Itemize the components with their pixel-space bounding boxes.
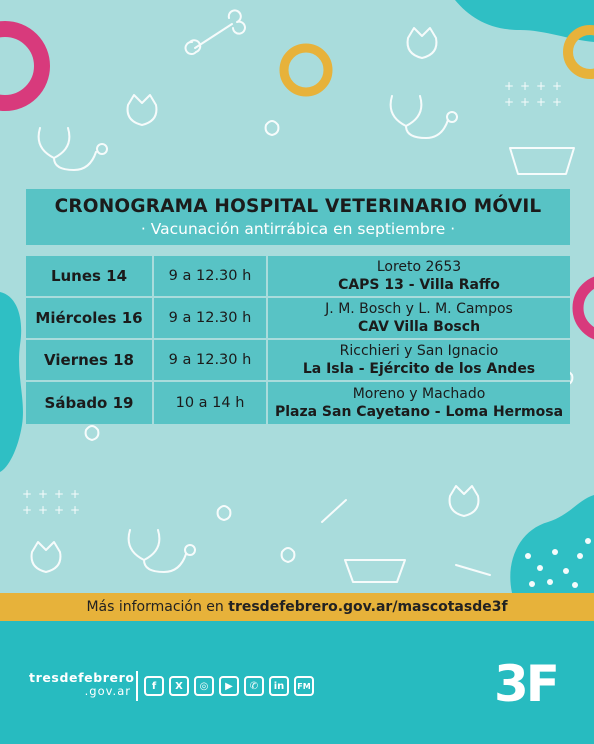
social-links <box>144 676 314 696</box>
gold-ring <box>284 48 328 92</box>
svg-text:+: + <box>38 503 49 517</box>
magenta-ring-right <box>578 280 594 336</box>
place-cell <box>268 340 570 382</box>
location-text: CAPS 13 - Villa Raffo <box>338 277 500 293</box>
cat-face-icon-2 <box>408 28 437 58</box>
svg-text:+: + <box>70 487 81 501</box>
paw-icon-4 <box>282 548 295 562</box>
cat-face-icon <box>128 95 157 125</box>
brand-wordmark[interactable] <box>29 670 135 698</box>
linkedin-icon[interactable]: in <box>269 676 289 696</box>
day-cell: Miércoles 16 <box>26 298 154 340</box>
svg-text:+: + <box>552 79 563 93</box>
svg-text:+: + <box>552 95 563 109</box>
location-text: La Isla - Ejército de los Andes <box>302 361 536 377</box>
time-cell: 10 a 14 h <box>154 382 268 424</box>
info-prefix: Más información en <box>86 599 229 615</box>
svg-text:+: + <box>54 503 65 517</box>
bowl-icon <box>510 148 574 174</box>
svg-text:+: + <box>504 79 515 93</box>
instagram-icon[interactable]: ◎ <box>194 676 214 696</box>
schedule-table <box>26 256 570 424</box>
table-row <box>26 340 570 382</box>
svg-text:+: + <box>520 95 531 109</box>
svg-text:+: + <box>536 79 547 93</box>
place-cell <box>268 382 570 424</box>
bone-icon-2 <box>322 500 346 522</box>
page-title: CRONOGRAMA HOSPITAL VETERINARIO MÓVIL <box>54 196 542 217</box>
teal-blob-bottom-right <box>510 495 594 593</box>
teal-blob-left <box>0 292 23 472</box>
bowl-icon-2 <box>345 560 405 582</box>
svg-text:+: + <box>22 503 33 517</box>
cat-face-icon-4 <box>32 542 61 572</box>
info-bar <box>0 593 594 621</box>
cat-face-icon-3 <box>450 486 479 516</box>
address-text: Loreto 2653 <box>376 259 462 275</box>
bone-icon <box>186 10 245 54</box>
svg-text:+: + <box>70 503 81 517</box>
paw-icon-2 <box>86 426 99 440</box>
stethoscope-icon-2 <box>391 96 448 138</box>
table-row <box>26 298 570 340</box>
footer <box>0 621 594 744</box>
brand-line-2: .gov.ar <box>84 684 131 698</box>
svg-text:+: + <box>536 95 547 109</box>
stethoscope-icon <box>39 128 96 170</box>
svg-text:+: + <box>520 79 531 93</box>
logo-3f: 3F <box>494 655 557 713</box>
page-subtitle: · Vacunación antirrábica en septiembre · <box>140 220 456 238</box>
footer-divider <box>136 671 138 701</box>
svg-text:+: + <box>38 487 49 501</box>
title-box <box>26 189 570 245</box>
svg-text:+: + <box>54 487 65 501</box>
magenta-ring-top-left <box>0 29 42 103</box>
brand-line-1: tresdefebrero <box>29 670 135 685</box>
svg-text:+: + <box>22 487 33 501</box>
address-text: Ricchieri y San Ignacio <box>339 343 499 359</box>
bone-icon-3 <box>456 565 490 575</box>
x-icon[interactable]: X <box>169 676 189 696</box>
table-row <box>26 256 570 298</box>
radio-fm-icon[interactable]: FM <box>294 676 314 696</box>
day-cell: Lunes 14 <box>26 256 154 298</box>
youtube-icon[interactable]: ▶ <box>219 676 239 696</box>
address-text: Moreno y Machado <box>352 386 486 402</box>
paw-icon <box>266 121 279 135</box>
location-text: CAV Villa Bosch <box>357 319 481 335</box>
table-row <box>26 382 570 424</box>
place-cell <box>268 256 570 298</box>
time-cell: 9 a 12.30 h <box>154 298 268 340</box>
time-cell: 9 a 12.30 h <box>154 340 268 382</box>
whatsapp-icon[interactable]: ✆ <box>244 676 264 696</box>
day-cell: Viernes 18 <box>26 340 154 382</box>
time-cell: 9 a 12.30 h <box>154 256 268 298</box>
paw-icon-3 <box>218 506 231 520</box>
address-text: J. M. Bosch y L. M. Campos <box>325 301 513 317</box>
stethoscope-icon-3 <box>129 530 186 572</box>
location-text: Plaza San Cayetano - Loma Hermosa <box>274 404 564 420</box>
day-cell: Sábado 19 <box>26 382 154 424</box>
facebook-icon[interactable]: f <box>144 676 164 696</box>
place-cell <box>268 298 570 340</box>
svg-text:+: + <box>504 95 515 109</box>
info-link[interactable]: tresdefebrero.gov.ar/mascotasde3f <box>228 599 508 615</box>
